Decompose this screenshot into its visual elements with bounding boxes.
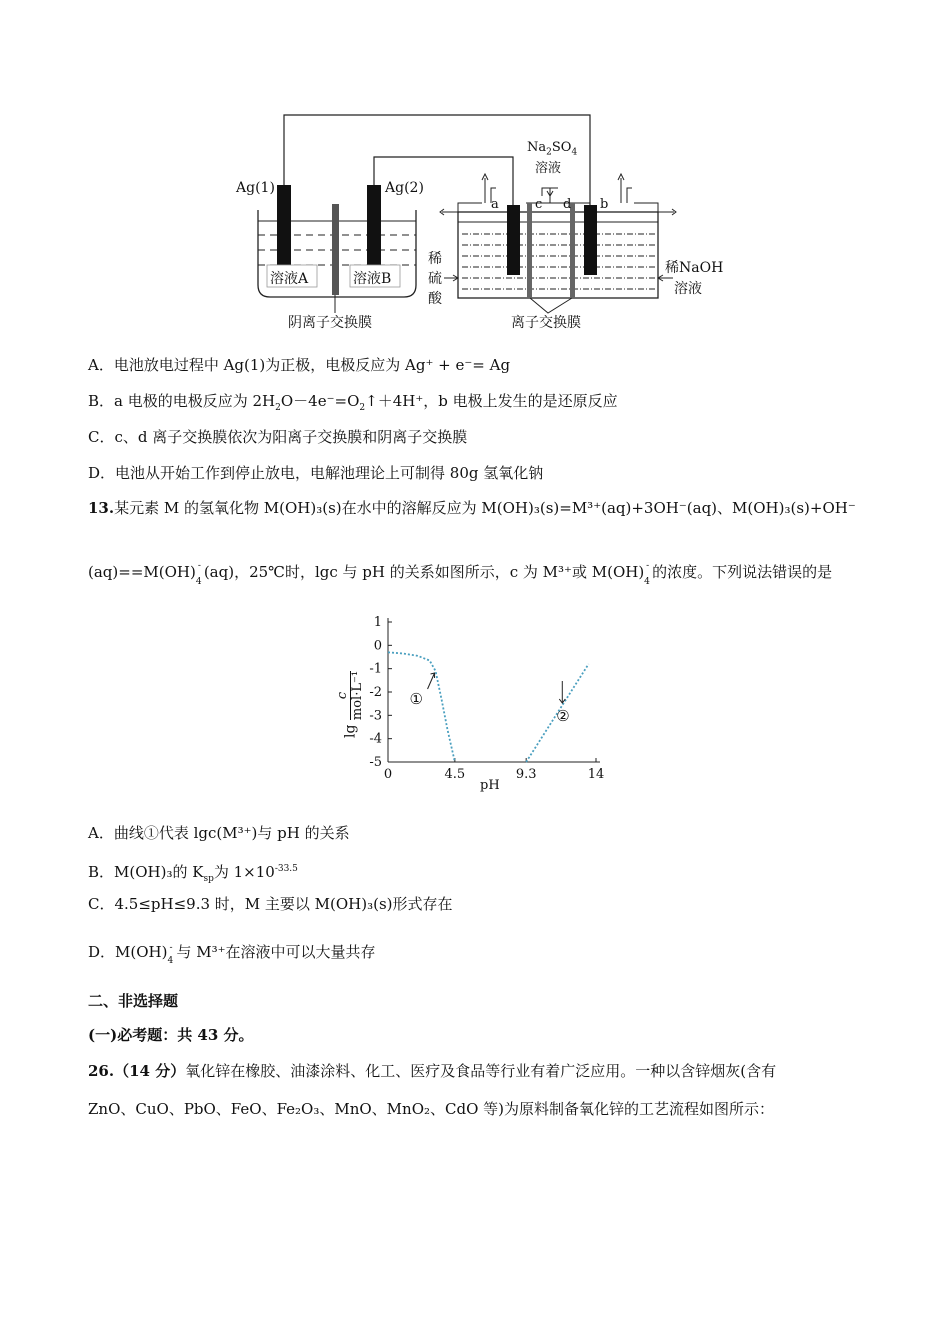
solution-a-label: 溶液A — [270, 271, 309, 287]
chart-y-tick-label: -1 — [369, 661, 382, 677]
chart-y-tick-label: 1 — [373, 615, 382, 630]
electrolytic-cell — [458, 212, 658, 298]
q12-option-c: C．c、d 离子交换膜依次为阳离子交换膜和阴离子交换膜 — [88, 428, 468, 446]
q12-option-a: A．电池放电过程中 Ag(1)为正极，电极反应为 Ag⁺ + e⁻= Ag — [88, 356, 511, 374]
anion-membrane — [332, 204, 339, 295]
q13-stem-line1: 13.某元素 M 的氢氧化物 M(OH)₃(s)在水中的溶解反应为 M(OH)₃(s)=M³⁺(aq)+3OH⁻(aq)、M(OH)₃(s)+OH⁻ — [88, 499, 856, 517]
chart-y-tick-label: -5 — [369, 755, 382, 770]
ag1-label: Ag(1) — [236, 180, 275, 196]
chart-y-tick-label: -3 — [369, 708, 382, 724]
chart-series-label-2: ② — [556, 707, 570, 725]
q26-line1: 26.（14 分）氧化锌在橡胶、油漆涂料、化工、医疗及食品等行业有着广泛应用。一种以含锌烟灰(含有 — [88, 1062, 777, 1080]
q13-option-c: C．4.5≤pH≤9.3 时，M 主要以 M(OH)₃(s)形式存在 — [88, 895, 453, 913]
q13-option-b: B．M(OH)₃的 $K_{sp}$为 $1\times 10^{-33.5}$ — [88, 863, 298, 884]
q12-option-b: B．a 电极的电极反应为 $2H_2O-4e^-=O_2↑+4H^+$，b 电极上发生的是还原反应 — [88, 392, 618, 413]
lgc-ph-chart — [330, 610, 630, 800]
membrane-d-label: d — [563, 197, 572, 212]
q13-stem-line2: (aq)==M(OH) - 4 (aq)，25℃时，lgc 与 pH 的关系如图所示，c 为 M³⁺或 M(OH) - 4 的浓度。下列说法错误的是 — [88, 561, 833, 587]
dilute-naoh-label-1: 稀NaOH — [665, 260, 724, 276]
electrode-b — [584, 205, 597, 275]
electrode-b-label: b — [600, 197, 609, 212]
dilute-acid-label-3: 酸 — [428, 291, 442, 307]
q12-option-d: D．电池从开始工作到停止放电，电解池理论上可制得 80g 氢氧化钠 — [88, 464, 544, 482]
anion-membrane-label: 阴离子交换膜 — [288, 315, 372, 331]
ag2-label: Ag(2) — [385, 180, 424, 196]
chart-xlabel: pH — [480, 778, 500, 793]
dilute-naoh-label-2: 溶液 — [674, 281, 702, 297]
electrode-a-label: a — [491, 197, 499, 212]
q13-option-a: A．曲线①代表 lgc(M³⁺)与 pH 的关系 — [88, 824, 350, 842]
ag2-electrode — [367, 185, 381, 271]
chart-annotation-arrow-1 — [428, 673, 435, 689]
chart-x-tick-label: 9.3 — [515, 767, 537, 782]
na2so4-solution-label: 溶液 — [535, 161, 562, 176]
chart-ylabel: lg c mol·L⁻¹ — [335, 670, 365, 738]
section-title: 二、非选择题 — [88, 992, 179, 1010]
q26-line2: ZnO、CuO、PbO、FeO、Fe₂O₃、MnO、MnO₂、CdO 等)为原料制备氧化锌的工艺流程如图所示： — [88, 1100, 775, 1118]
electrochemistry-diagram — [230, 100, 730, 335]
dilute-acid-label-1: 稀 — [428, 251, 442, 267]
chart-x-tick-label: 14 — [587, 767, 605, 782]
ion-exchange-membrane-label: 离子交换膜 — [511, 315, 581, 331]
chart-x-tick-label: 4.5 — [444, 767, 466, 782]
dilute-acid-label-2: 硫 — [428, 271, 442, 287]
chart-series-label-1: ① — [409, 690, 423, 708]
na2so4-label: $Na_2SO_4$ — [527, 140, 578, 158]
chart-x-tick-label: 0 — [383, 767, 393, 782]
chart-y-tick-label: -4 — [369, 731, 382, 747]
q13-option-d: D．M(OH) - 4 与 M³⁺在溶液中可以大量共存 — [88, 943, 376, 966]
membrane-c — [527, 203, 532, 298]
membrane-d — [570, 203, 575, 298]
chart-y-tick-label: 0 — [373, 638, 382, 654]
membrane-c-label: c — [535, 197, 543, 212]
chart-y-tick-label: -2 — [369, 685, 382, 700]
ag1-electrode — [277, 185, 291, 271]
solution-b-label: 溶液B — [353, 271, 392, 287]
section-subtitle: (一)必考题：共 43 分。 — [88, 1026, 254, 1044]
electrode-a — [507, 205, 520, 275]
